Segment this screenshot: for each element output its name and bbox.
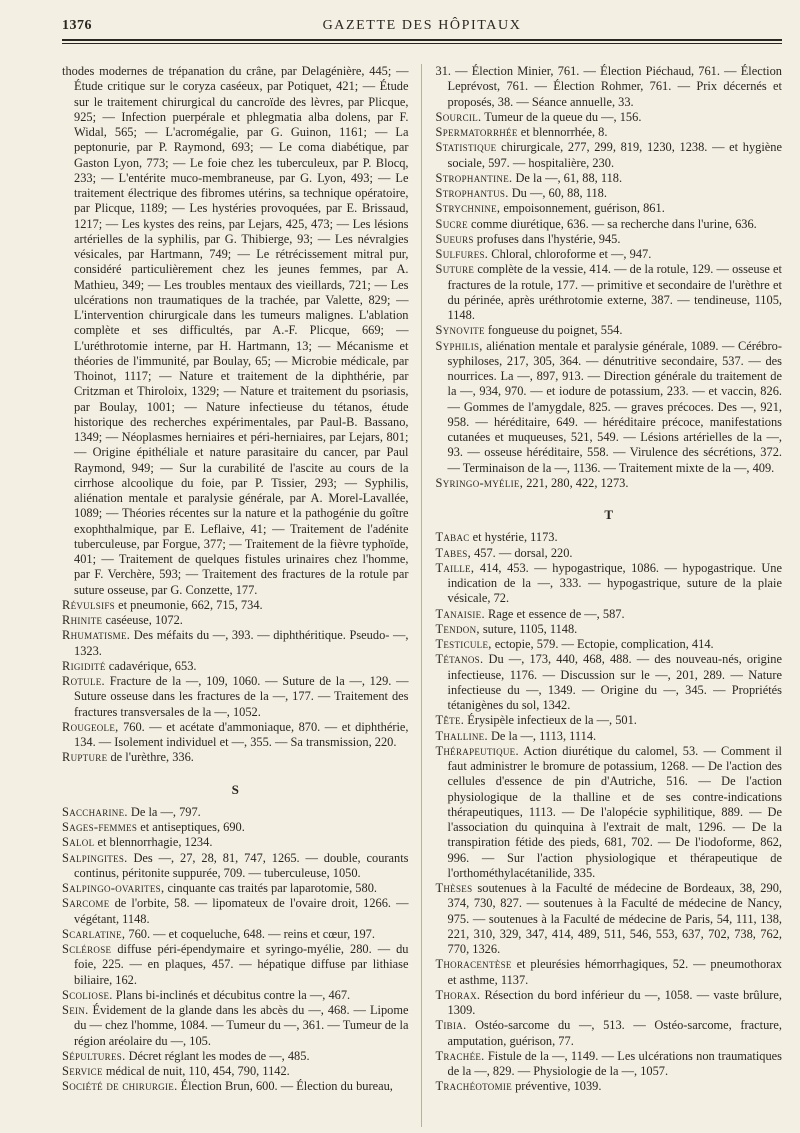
entry-text: préventive, 1039. xyxy=(512,1079,602,1094)
entry-headword: Syphilis, xyxy=(435,338,483,353)
entry-text: Chloral, chloroforme et —, 947. xyxy=(488,247,652,261)
index-entry xyxy=(436,881,783,957)
entry-text: médical de nuit, 110, 454, 790, 1142. xyxy=(102,1064,290,1078)
entry-text: et blennorrhée, 8. xyxy=(517,125,608,139)
entry-text: 760. — et coqueluche, 648. — reins et cœur, 197. xyxy=(125,926,375,941)
index-entry xyxy=(436,1049,783,1080)
index-entry xyxy=(62,64,409,598)
entry-text: cinquante cas traités par laparotomie, 580. xyxy=(164,881,377,895)
entry-text: Fracture de la —, 109, 1060. — Suture de la —, 129. — Suture osseuse dans les fractures de la —, 177. — Traitement des fractures transversales de la —, 1052. xyxy=(74,674,409,719)
entry-text: De la —, 61, 88, 118. xyxy=(512,170,623,185)
entry-text: Des méfaits du —, 393. — diphthéritique. Pseudo- —, 1323. xyxy=(74,628,409,658)
entry-headword: Sépultures. xyxy=(62,1048,126,1063)
entry-text: de l'orbite, 58. — lipomateux de l'ovaire droit, 1266. — végétant, 1148. xyxy=(74,896,409,926)
index-entry xyxy=(62,820,409,835)
entry-text: Action diurétique du calomel, 53. — Comment il faut administrer le bromure de potassium, 1268. — De l'action des cellules d'essence de pin d'Autriche, 516. — De l'action physiologique de la thalline et de ses contre-indications thérapeutiques, 1113. — De l'alopécie syphilitique, 889. — De l'association du quinquina à l'extrait de malt, 1296. — De la transpiration fétide des pieds, 681, 702. — De l'iodoforme, 862, 996. — Sur l'action physiologique et thérapeutique de l'orthométhylacétanilide, 335. xyxy=(447,743,782,880)
running-title: GAZETTE DES HÔPITAUX xyxy=(322,18,522,33)
index-entry xyxy=(62,1049,409,1064)
entry-text: 760. — et acétate d'ammoniaque, 870. — et diphthérie, 134. — Isolement individuel et —, 355. — Sa transmission, 220. xyxy=(74,719,409,749)
index-entry xyxy=(436,64,783,110)
index-entry xyxy=(62,1064,409,1079)
section-letter: S xyxy=(231,781,239,797)
entry-headword: Rupture xyxy=(62,750,108,765)
entry-text: aliénation mentale et paralysie générale, 1089. — Cérébro-syphiloses, 217, 305, 364. — dénutritive secondaire, 537. — des nourrices. La —, 897, 913. — Direction générale du traitement de la —, 934, 970. — et iodure de potassium, 233. — et vaccin, 826. — Gommes de l'amygdale, 825. — graves précoces. Des —, 921, 958. — héréditaire, 649. — héréditaire précoce, manifestations cutanées et muqueuses, 521, 549. — Lésions artérielles de la —, 93. — osseuse héréditaire, 558. — Virulence des sécrétions, 372. — Terminaison de la —, 1136. — Traitement mixte de la —, 409. xyxy=(447,338,782,475)
index-entry xyxy=(436,744,783,881)
index-entry xyxy=(62,988,409,1003)
index-entry xyxy=(62,851,409,882)
index-entry xyxy=(62,942,409,988)
entry-text: Des —, 27, 28, 81, 747, 1265. — double, courants continus, péritonite suppurée, 709. — tuberculeuse, 1050. xyxy=(74,850,409,880)
entry-headword: Rougeole, xyxy=(62,719,119,734)
index-entry xyxy=(436,323,783,338)
index-entry xyxy=(436,729,783,744)
entry-headword: Société de chirurgie. xyxy=(62,1079,178,1094)
entry-headword: Rhumatisme. xyxy=(62,628,131,643)
index-entry xyxy=(436,1079,783,1094)
entry-text: caséeuse, 1072. xyxy=(102,613,183,627)
entry-headword: Testicule, xyxy=(435,637,492,651)
page-header xyxy=(62,14,782,38)
entry-headword: Sein. xyxy=(62,1003,89,1017)
left-column xyxy=(62,64,422,1127)
entry-headword: Scoliose. xyxy=(62,987,113,1002)
entry-headword: Syringo-myélie, xyxy=(435,475,524,490)
entry-headword: Tabac xyxy=(435,530,470,545)
entry-text: fongueuse du poignet, 554. xyxy=(484,323,623,338)
entry-headword: Synovite xyxy=(435,323,485,338)
index-entry xyxy=(436,339,783,476)
index-entry xyxy=(436,637,783,652)
entry-headword: Rotule. xyxy=(62,674,105,688)
right-column xyxy=(436,64,783,1127)
index-entry xyxy=(436,125,783,140)
entry-text: Du —, 173, 440, 468, 488. — des nouveau-nés, origine infectieuse, 1176. — Discussion sur le —, 201, 289. — Nature infectieuse du —, 1349. — Origine du —, 345. — Propriétés tétanigènes du sol, 1342. xyxy=(447,652,782,712)
index-entry xyxy=(436,171,783,186)
entry-headword: Service xyxy=(62,1064,103,1078)
entry-headword: Strophantus. xyxy=(435,186,509,200)
index-entry xyxy=(436,217,783,232)
entry-headword: Thalline. xyxy=(435,728,488,743)
index-entry xyxy=(436,546,783,561)
entry-text: De la —, 797. xyxy=(127,804,201,819)
entry-headword: Strychnine, xyxy=(435,201,501,216)
entry-text: suture, 1105, 1148. xyxy=(479,621,578,636)
entry-text: De la —, 1113, 1114. xyxy=(487,728,597,743)
entry-headword: Trachéotomie xyxy=(435,1079,513,1094)
index-entry xyxy=(436,186,783,201)
index-entry xyxy=(436,957,783,988)
index-entry xyxy=(62,598,409,613)
entry-text: de l'urèthre, 336. xyxy=(107,750,194,765)
entry-text: cadavérique, 653. xyxy=(105,658,197,673)
entry-text: ectopie, 579. — Ectopie, complication, 414. xyxy=(491,637,714,651)
entry-headword: Tête. xyxy=(435,713,465,728)
entry-text: Fistule de la —, 1149. — Les ulcérations non traumatiques de la —, 829. — Physiologie de la —, 1057. xyxy=(447,1048,782,1078)
entry-headword: Salpingites. xyxy=(62,850,128,865)
entry-headword: Taille, xyxy=(435,560,475,575)
entry-text: 31. — Élection Minier, 761. — Élection Piéchaud, 761. — Élection Leprévost, 761. — Élection Rohmer, 761. — Prix décernés et proposés, 38. — Séance annuelle, 33. xyxy=(435,64,782,109)
entry-headword: Sourcil. xyxy=(435,109,482,124)
index-entry xyxy=(436,247,783,262)
entry-text: et antiseptiques, 690. xyxy=(137,820,245,834)
entry-text: et hystérie, 1173. xyxy=(469,530,558,545)
entry-headword: Spermatorrhée xyxy=(435,125,518,139)
index-entry xyxy=(62,750,409,765)
section-letter: T xyxy=(604,507,614,522)
entry-text: Décret réglant les modes de —, 485. xyxy=(125,1048,310,1063)
index-entry xyxy=(436,622,783,637)
entry-headword: Scarlatine, xyxy=(62,926,126,941)
index-entry xyxy=(62,805,409,820)
entry-text: Rage et essence de —, 587. xyxy=(484,606,625,621)
entry-headword: Révulsifs xyxy=(62,597,115,612)
entry-headword: Trachée. xyxy=(435,1048,485,1063)
entry-headword: Thoracentèse xyxy=(435,957,512,972)
entry-text: Plans bi-inclinés et décubitus contre la —, 467. xyxy=(112,987,351,1002)
index-entry xyxy=(436,476,783,491)
index-columns xyxy=(62,64,782,1127)
entry-headword: Rhinite xyxy=(62,613,103,627)
entry-headword: Sucre xyxy=(435,216,468,231)
index-entry xyxy=(436,713,783,728)
entry-headword: Tétanos. xyxy=(435,652,484,667)
entry-headword: Suture xyxy=(435,262,475,277)
index-entry xyxy=(62,674,409,720)
entry-headword: Statistique xyxy=(435,140,497,155)
entry-text: Ostéo-sarcome du —, 513. — Ostéo-sarcome, fracture, amputation, guérison, 77. xyxy=(447,1018,782,1048)
entry-text: Élection Brun, 600. — Élection du bureau, xyxy=(177,1079,393,1094)
entry-headword: Tabes, xyxy=(435,545,471,560)
entry-text: 221, 280, 422, 1273. xyxy=(523,475,629,490)
index-entry xyxy=(436,988,783,1019)
entry-headword: Sueurs xyxy=(435,231,474,246)
entry-headword: Tanaisie. xyxy=(435,606,485,621)
entry-headword: Tibia. xyxy=(435,1018,467,1033)
index-entry xyxy=(436,530,783,545)
index-entry xyxy=(436,140,783,171)
index-entry xyxy=(436,232,783,247)
header-rule-thin xyxy=(62,43,782,44)
entry-text: et pneumonie, 662, 715, 734. xyxy=(114,597,263,612)
entry-headword: Salol xyxy=(62,835,95,850)
page-number: 1376 xyxy=(62,18,92,33)
entry-text: complète de la vessie, 414. — de la rotule, 129. — osseuse et fractures de la rotule, 177. — primitive et secondaire de l'urèthre et du périnée, après uréthrotomie externe, 387. — tendineuse, 1105, 1148. xyxy=(447,262,782,322)
index-entry xyxy=(62,628,409,659)
entry-headword: Thorax. xyxy=(435,987,481,1002)
header-rule-thick xyxy=(62,39,782,41)
index-entry xyxy=(436,1018,783,1049)
entry-text: Évidement de la glande dans les abcès du —, 468. — Lipome du — chez l'homme, 1084. — Tumeur du —, 361. — Tumeur de la région aréolaire du —, 105. xyxy=(74,1003,409,1048)
entry-headword: Rigidité xyxy=(62,658,106,673)
index-entry xyxy=(62,613,409,628)
entry-headword: Sages-femmes xyxy=(62,820,138,834)
index-entry xyxy=(62,927,409,942)
entry-text: et pleurésies hémorrhagiques, 52. — pneumothorax et asthme, 1137. xyxy=(447,957,782,987)
entry-headword: Thérapeutique. xyxy=(435,743,519,758)
entry-text: Résection du bord inférieur du —, 1058. — vaste brûlure, 1309. xyxy=(447,987,782,1017)
entry-text: diffuse péri-épendymaire et syringo-myélie, 280. — du foie, 225. — en plaques, 457. — hépatique diffuse par lithiase biliaire, 162. xyxy=(74,942,409,987)
index-entry xyxy=(62,881,409,896)
entry-headword: Sarcome xyxy=(62,896,110,911)
index-entry xyxy=(436,652,783,713)
index-entry xyxy=(62,1079,409,1094)
entry-headword: Saccharine. xyxy=(62,804,128,819)
entry-headword: Salpingo-ovarites, xyxy=(62,881,165,895)
entry-text: 457. — dorsal, 220. xyxy=(470,545,573,560)
index-entry xyxy=(62,720,409,751)
entry-headword: Strophantine. xyxy=(435,170,513,185)
entry-text: et blennorrhagie, 1234. xyxy=(94,835,213,850)
index-entry xyxy=(62,835,409,850)
entry-text: Érysipèle infectieux de la —, 501. xyxy=(464,713,637,728)
entry-text: empoisonnement, guérison, 861. xyxy=(500,201,665,216)
entry-headword: Tendon, xyxy=(435,621,480,636)
entry-text: Du —, 60, 88, 118. xyxy=(508,186,607,200)
entry-headword: Thèses xyxy=(435,881,473,895)
index-entry xyxy=(62,896,409,927)
entry-text: profuses dans l'hystérie, 945. xyxy=(473,231,621,246)
entry-text: chirurgicale, 277, 299, 819, 1230, 1238. — et hygiène sociale, 597. — hospitalière, 230. xyxy=(447,140,782,170)
index-entry xyxy=(436,110,783,125)
entry-text: thodes modernes de trépanation du crâne, par Delagénière, 445; — Étude critique sur le coryza caséeux, par Potiquet, 421; — Étude sur le traitement chirurgical du cancroïde des lèvres, par Plicque, 925; — Infection puerpérale et phlegmatia alba dolens, par F. Widal, 565; — L'acromégalie, par G. Guinon, 1161; — La peptonurie, par P. Raymond, 693; — Le coma diabétique, par Gaston Lyon, 773; — Le foie chez les tuberculeux, par P. Blocq, 233; — L'entérite muco-membraneuse, par G. Lyon, 493; — Le traitement électrique des fibromes utérins, sa technique opératoire, par Plicque, 1189; — Les hystéries provoquées, par E. Brissaud, 1217; — Les kystes des reins, par Lejars, 425, 473; — Les lésions artérielles de la syphilis, par G. Thibierge, 93; — Les névralgies vésicales, par Hartmann, 749; — Le rétrécissement mitral pur, considéré particulièrement chez les jeunes femmes, par A. Mathieu, 349; — Les troubles mentaux des vieillards, 721; — Les ulcérations non traumatiques de la trachée, par Valette, 829; — L'intervention chirurgicale dans les tumeurs malignes. L'ablation complète et ses difficultés, par A.-F. Plicque, 669; — L'uréthrotomie interne, par H. Hartmann, 13; — Mécanisme et théories de l'immunité, par Boulay, 65; — Microbie médicale, par Thoinot, 1117; — Nature et traitement de la diphthérie, par Critzman et Thiroloix, 1329; — Nature et traitement du psoriasis, par Boulay, 1001; — Nature infectieuse du tétanos, étude historique des recherches expérimentales, par Paul-B. Bassano, 1349; — Néoplasmes herniaires et péri-herniaires, par Lejars, 801; — Origine épithéliale et nature parasitaire du cancer, par Paul Raymond, 949; — Sur la curabilité de l'ascite au cours de la cirrhose alcoolique du foie, par P. Tissier, 293; — Syphilis, aliénation mentale et paralysie générale, par A. Morel-Lavallée, 1089; — Théories récentes sur la nature et la pathogénie du goître exophthalmique, par E. Leflaive, 41; — Traitement de l'adénite tuberculeuse, par Forgue, 377; — Traitement de la fièvre typhoïde, 401; — Traitement de quelques fistules urinaires chez l'homme, par F. Verchère, 593; — Traitement des fractures de la rotule par suture osseuse, par G. Conzette, 177. xyxy=(62,64,409,597)
index-entry xyxy=(436,561,783,607)
entry-headword: Sulfures. xyxy=(435,247,489,261)
index-entry xyxy=(436,262,783,323)
entry-headword: Sclérose xyxy=(62,942,112,956)
index-entry xyxy=(436,607,783,622)
entry-text: soutenues à la Faculté de médecine de Bordeaux, 38, 290, 374, 730, 827. — soutenues à la Faculté de médecine de Nancy, 975. — soutenues à la Faculté de médecine de Paris, 54, 111, 138, 221, 310, 329, 347, 414, 489, 511, 546, 553, 637, 702, 738, 762, 770, 1326. xyxy=(447,881,782,956)
entry-text: 414, 453. — hypogastrique, 1086. — hypogastrique. Une indication de la —, 333. — hypogastrique, suture de la plaie vésicale, 72. xyxy=(447,560,782,606)
index-entry xyxy=(436,201,783,216)
entry-text: comme diurétique, 636. — sa recherche dans l'urine, 636. xyxy=(467,216,757,231)
index-entry xyxy=(62,1003,409,1049)
index-entry xyxy=(62,659,409,674)
entry-text: Tumeur de la queue du —, 156. xyxy=(481,109,642,124)
